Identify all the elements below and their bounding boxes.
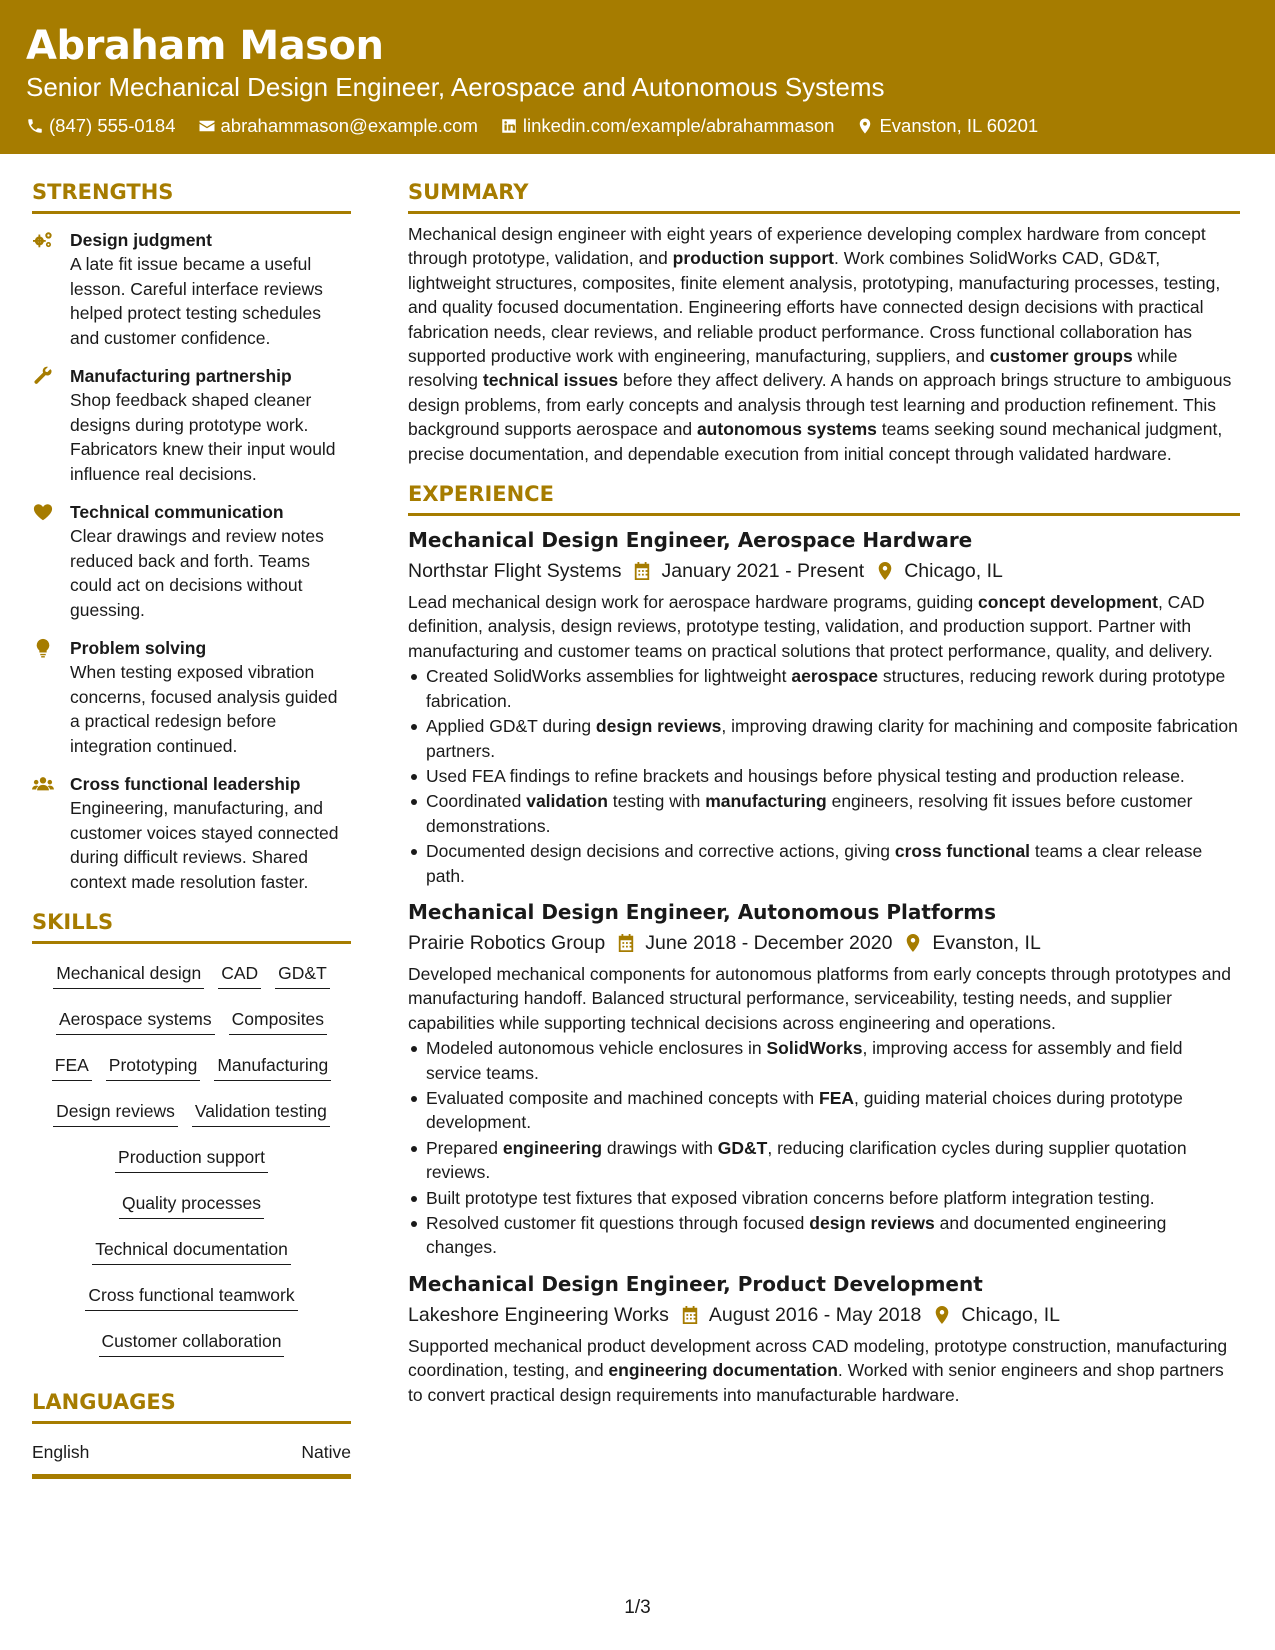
contact-linkedin[interactable] <box>500 114 835 138</box>
job-company: Lakeshore Engineering Works <box>408 1303 669 1326</box>
text-run: Supported mechanical product development across CAD modeling, prototype construction, manufacturing coordination, testing, and <box>408 1335 1228 1381</box>
skill-tag: Prototyping <box>106 1050 201 1081</box>
heart-icon <box>32 502 54 522</box>
linkedin-icon <box>500 117 518 135</box>
language-level: Native <box>301 1442 351 1462</box>
bullet-item <box>408 764 1240 788</box>
location-text: Evanston, IL 60201 <box>879 115 1039 136</box>
text-run: Lead mechanical design work for aerospace hardware programs, guiding <box>408 592 979 613</box>
job-meta <box>408 556 1240 586</box>
job-meta <box>408 928 1240 958</box>
text-run: Created SolidWorks assemblies for lightweight <box>426 666 792 687</box>
strengths-heading: STRENGTHS <box>32 178 351 214</box>
job-description <box>408 962 1240 1035</box>
skill-tag: Design reviews <box>53 1096 178 1127</box>
skill-tag: Validation testing <box>192 1096 330 1127</box>
language-row <box>32 1440 351 1479</box>
text-run: Used FEA findings to refine brackets and housings before physical testing and production release. <box>426 765 1185 786</box>
bullet-item <box>408 1136 1240 1185</box>
summary-heading: SUMMARY <box>408 178 1240 214</box>
resume-header <box>0 0 1275 154</box>
text-run: Resolved customer fit questions through focused <box>426 1213 810 1233</box>
bullet-item <box>408 1036 1240 1085</box>
text-run: Documented design decisions and corrective actions, giving <box>426 841 895 862</box>
text-run: . Worked with senior engineers and shop partners to convert practical design requirements into manufacturable hardware. <box>408 1360 1224 1405</box>
text-run: testing with <box>607 791 706 812</box>
emphasis-text: concept development <box>978 592 1158 613</box>
emphasis-text: SolidWorks <box>766 1038 863 1059</box>
job-location: Chicago, IL <box>904 560 1003 583</box>
strength-title: Manufacturing partnership <box>70 366 292 386</box>
skill-tag: Mechanical design <box>53 958 204 989</box>
job-bullets <box>408 664 1240 888</box>
summary-text <box>408 222 1240 466</box>
skills-heading: SKILLS <box>32 908 351 944</box>
users-icon <box>32 774 54 794</box>
left-column <box>32 178 351 1479</box>
emphasis-text: production support <box>672 248 835 269</box>
linkedin-text: linkedin.com/example/abrahammason <box>522 115 835 136</box>
strength-text: A late fit issue became a useful lesson. Careful interface reviews helped protect testing schedules and customer confidence. <box>70 254 323 348</box>
lightbulb-icon <box>32 638 54 658</box>
job-description <box>408 590 1240 663</box>
skill-tag: GD&T <box>275 958 330 989</box>
text-run: , improving drawing clarity for machining and composite fabrication partners. <box>426 716 1238 761</box>
job-dates: January 2021 - Present <box>661 560 865 583</box>
emphasis-text: design reviews <box>809 1213 935 1233</box>
job-dates: June 2018 - December 2020 <box>645 931 893 954</box>
job-company: Prairie Robotics Group <box>408 931 606 954</box>
map-pin-icon <box>904 933 922 953</box>
text-run: Developed mechanical components for autonomous platforms from early concepts through prototypes and manufacturing handoff. Balanced structural performance, serviceability, testing needs, and supplier capabilities while supporting technical decisions across engineering and operations. <box>408 963 1231 1033</box>
bullet-item <box>408 1211 1240 1260</box>
text-run: Applied GD&T during <box>426 716 596 737</box>
strengths-list <box>32 228 351 894</box>
strength-text: Engineering, manufacturing, and customer voices stayed connected during difficult reviews. Shared context made resolution faster. <box>70 798 339 892</box>
job-title: Mechanical Design Engineer, Product Development <box>408 1271 983 1296</box>
map-pin-icon <box>856 117 874 135</box>
skill-tag: Manufacturing <box>214 1050 331 1081</box>
skill-tag: Quality processes <box>119 1188 264 1219</box>
strength-text: Shop feedback shaped cleaner designs during prototype work. Fabricators knew their input would influence real decisions. <box>70 390 336 484</box>
job-meta <box>408 1300 1240 1330</box>
contact-phone[interactable] <box>26 114 176 138</box>
job-company: Northstar Flight Systems <box>408 560 622 583</box>
strength-title: Design judgment <box>70 230 212 250</box>
text-run: , reducing clarification cycles during supplier quotation reviews. <box>426 1137 1187 1183</box>
strength-item <box>32 228 351 350</box>
page-number: 1/3 <box>624 1597 651 1618</box>
email-text: abrahammason@example.com <box>220 115 478 136</box>
skill-tag: Customer collaboration <box>99 1326 285 1357</box>
emphasis-text: engineering documentation <box>608 1360 838 1381</box>
candidate-name: Abraham Mason <box>26 23 384 69</box>
job-dates: August 2016 - May 2018 <box>708 1303 922 1326</box>
experience-heading: EXPERIENCE <box>408 480 1240 516</box>
text-run: Evaluated composite and machined concepts with <box>426 1087 820 1108</box>
emphasis-text: FEA <box>819 1087 855 1108</box>
envelope-icon <box>198 117 216 135</box>
calendar-icon <box>617 933 635 953</box>
skill-tag: Composites <box>229 1004 327 1035</box>
emphasis-text: design reviews <box>595 716 722 737</box>
emphasis-text: customer groups <box>989 346 1133 367</box>
skills-list <box>32 954 351 1368</box>
strength-item <box>32 636 351 758</box>
text-run: Modeled autonomous vehicle enclosures in <box>426 1038 767 1059</box>
strength-item <box>32 772 351 894</box>
contact-location <box>856 114 1038 138</box>
job-bullets <box>408 1036 1240 1260</box>
job-location: Evanston, IL <box>932 931 1041 954</box>
bullet-item <box>408 714 1240 763</box>
text-run: Prepared <box>426 1137 503 1158</box>
strength-text: Clear drawings and review notes reduced back and forth. Teams could act on decisions without guessing. <box>70 526 324 620</box>
skill-tag: Technical documentation <box>92 1234 291 1265</box>
strength-title: Problem solving <box>70 638 207 658</box>
contact-bar <box>26 114 1249 138</box>
text-run: , improving access for assembly and field service teams. <box>426 1038 1183 1083</box>
strength-text: When testing exposed vibration concerns, focused analysis guided a practical redesign before integration continued. <box>70 662 338 756</box>
emphasis-text: validation <box>526 791 608 812</box>
strength-title: Cross functional leadership <box>70 774 301 794</box>
strength-item <box>32 500 351 622</box>
strength-item <box>32 364 351 486</box>
job-entry <box>408 898 1240 1260</box>
emphasis-text: aerospace <box>791 666 878 687</box>
text-run: teams a clear release path. <box>426 841 1203 886</box>
skill-tag: Cross functional teamwork <box>85 1280 297 1311</box>
map-pin-icon <box>933 1305 951 1325</box>
job-entry <box>408 1270 1240 1407</box>
skill-tag: Production support <box>115 1142 268 1173</box>
calendar-icon <box>681 1305 699 1325</box>
text-run: Built prototype test fixtures that exposed vibration concerns before platform integration testing. <box>426 1187 1155 1208</box>
text-run: . Work combines SolidWorks CAD, GD&T, lightweight structures, composites, finite element analysis, prototyping, manufacturing processes, testing, and quality focused documentation. Engineering efforts have connected design decisions with practical fabrication needs, clear reviews, and reliable product performance. Cross functional collaboration has supported productive work with engineering, manufacturing, suppliers, and <box>408 248 1221 367</box>
job-description <box>408 1334 1240 1407</box>
text-run: structures, reducing rework during prototype fabrication. <box>426 666 1226 711</box>
emphasis-text: autonomous systems <box>696 419 877 440</box>
candidate-role: Senior Mechanical Design Engineer, Aerospace and Autonomous Systems <box>26 72 885 102</box>
text-run: drawings with <box>602 1137 718 1158</box>
phone-icon <box>26 117 44 135</box>
language-name: English <box>32 1442 90 1462</box>
text-run: , CAD definition, analysis, design reviews, prototype testing, validation, and production support. Partner with manufacturing and customer teams on practical solutions that protect performance, quality, and delivery. <box>408 592 1213 661</box>
text-run: Mechanical design engineer with eight years of experience developing complex hardware from concept through prototype, validation, and <box>408 224 1206 269</box>
contact-email[interactable] <box>198 114 478 138</box>
text-run: Coordinated <box>426 791 527 812</box>
skill-tag: Aerospace systems <box>56 1004 215 1035</box>
phone-text: (847) 555-0184 <box>49 115 176 136</box>
text-run: and documented engineering changes. <box>426 1213 1167 1258</box>
bullet-item <box>408 789 1240 838</box>
job-title: Mechanical Design Engineer, Aerospace Hardware <box>408 528 973 553</box>
job-title: Mechanical Design Engineer, Autonomous Platforms <box>408 899 996 924</box>
text-run: teams seeking sound mechanical judgment, precise documentation, and dependable execution from initial concept through validated hardware. <box>408 419 1223 464</box>
languages-heading: LANGUAGES <box>32 1388 351 1424</box>
job-entry <box>408 526 1240 888</box>
wrench-icon <box>32 366 54 386</box>
right-column <box>408 178 1240 1407</box>
map-pin-icon <box>876 561 894 581</box>
skill-tag: CAD <box>218 958 261 989</box>
calendar-icon <box>633 561 651 581</box>
bullet-item <box>408 664 1240 713</box>
bullet-item <box>408 1086 1240 1135</box>
emphasis-text: GD&T <box>717 1137 768 1158</box>
emphasis-text: cross functional <box>894 841 1031 862</box>
text-run: , guiding material choices during prototype development. <box>426 1087 1183 1133</box>
skill-tag: FEA <box>52 1050 92 1081</box>
emphasis-text: technical issues <box>482 370 619 391</box>
bullet-item <box>408 1186 1240 1210</box>
emphasis-text: engineering <box>502 1137 603 1158</box>
text-run: before they affect delivery. A hands on approach brings structure to ambiguous design problems, from early concepts and analysis through test learning and production refinement. This background supports aerospace and <box>408 370 1232 440</box>
job-location: Chicago, IL <box>961 1303 1061 1326</box>
text-run: engineers, resolving fit issues before customer demonstrations. <box>426 791 1193 836</box>
strength-title: Technical communication <box>70 502 284 522</box>
text-run: while resolving <box>408 346 1178 391</box>
gears-icon <box>32 230 54 250</box>
bullet-item <box>408 839 1240 888</box>
emphasis-text: manufacturing <box>705 791 827 812</box>
